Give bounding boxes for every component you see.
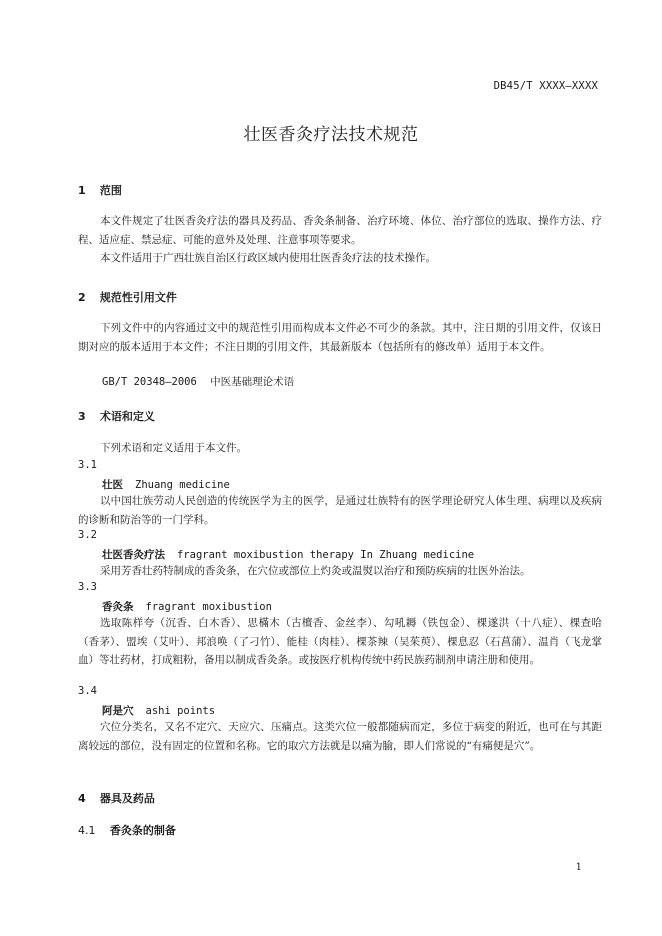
term-chinese: 香灸条 [102, 601, 134, 613]
standard-number: DB45/T XXXX—XXXX [493, 80, 598, 92]
reference-name: 中医基础理论术语 [210, 376, 295, 388]
section-3-heading [78, 408, 155, 424]
terms-intro: 下列术语和定义适用于本文件。 [100, 442, 247, 454]
references-paragraph: 下列文件中的内容通过文中的规范性引用而构成本文件必不可少的条款。其中，注日期的引用文件，仅该日期对应的版本适用于本文件；不注日期的引用文件，其最新版本（包括所有的修改单）适用于本文件。 [78, 322, 602, 353]
term-chinese: 壮医 [102, 479, 123, 491]
section-number: 4 [78, 792, 86, 805]
term-definition: 穴位分类名，又名不定穴、天应穴、压痛点。这类穴位一般都随病而定，多位于病变的附近，也可在与其距离较远的部位，没有固定的位置和名称。它的取穴方法就是以痛为腧，即人们常说的“有痛便是穴”。 [78, 721, 602, 752]
document-title: 壮医香灸疗法技术规范 [243, 125, 419, 145]
term-heading [102, 547, 474, 562]
term-english: fragrant moxibustion therapy In Zhuang medicine [177, 549, 475, 561]
term-chinese: 壮医香灸疗法 [102, 549, 165, 561]
scope-paragraph-1: 本文件规定了壮医香灸疗法的器具及药品、香灸条制备、治疗环境、体位、治疗部位的选取、操作方法、疗程、适应症、禁忌症、可能的意外及处理、注意事项等要求。 [78, 215, 602, 246]
term-english: ashi points [145, 705, 216, 717]
term-number: 3.1 [78, 459, 97, 471]
reference-entry [102, 374, 294, 389]
page-number: 1 [575, 862, 582, 873]
term-number: 3.4 [78, 685, 97, 697]
subsection-title: 香灸条的制备 [109, 824, 176, 837]
section-2-heading [78, 289, 177, 305]
term-english: Zhuang medicine [135, 479, 230, 491]
term-english: fragrant moxibustion [145, 601, 272, 613]
term-number: 3.3 [78, 581, 97, 593]
term-definition: 以中国壮族劳动人民创造的传统医学为主的医学，是通过壮族特有的医学理论研究人体生理、病理以及疾病的诊断和防治等的一门学科。 [78, 495, 602, 526]
subsection-number: 4.1 [78, 824, 96, 837]
section-1-heading [78, 182, 122, 198]
section-number: 2 [78, 291, 86, 304]
section-title: 器具及药品 [99, 792, 155, 805]
term-heading [102, 599, 272, 614]
section-title: 范围 [99, 184, 122, 197]
term-number: 3.2 [78, 529, 97, 541]
term-heading [102, 703, 215, 718]
section-number: 1 [78, 184, 86, 197]
section-number: 3 [78, 410, 86, 423]
term-heading [102, 477, 230, 492]
section-4-heading [78, 790, 155, 806]
scope-paragraph-2: 本文件适用于广西壮族自治区行政区域内使用壮医香灸疗法的技术操作。 [100, 252, 436, 264]
term-chinese: 阿是穴 [102, 705, 134, 717]
subsection-4-1-heading [78, 822, 176, 838]
section-title: 术语和定义 [99, 410, 155, 423]
term-definition: 采用芳香壮药特制成的香灸条，在穴位或部位上灼灸或温熨以治疗和预防疾病的壮医外治法。 [100, 565, 531, 577]
reference-code: GB/T 20348—2006 [102, 376, 197, 388]
term-definition: 选取陈样夸（沉香、白木香）、思樠木（古檀香、金丝李）、勾吼耨（铁包金）、棵遂洪（十八症）、棵查哈（香茅）、盟埃（艾叶）、邦浪唤（了刁竹）、能桂（肉桂）、棵茶辣（吴茱萸）、棵息忍（石菖蒲）、温肖（飞龙掌血）等壮药材，打成粗粉，备用以制成香灸条。或按医疗机构传统中药民族药制剂申请注册和使用。 [78, 617, 602, 666]
section-title: 规范性引用文件 [99, 291, 177, 304]
